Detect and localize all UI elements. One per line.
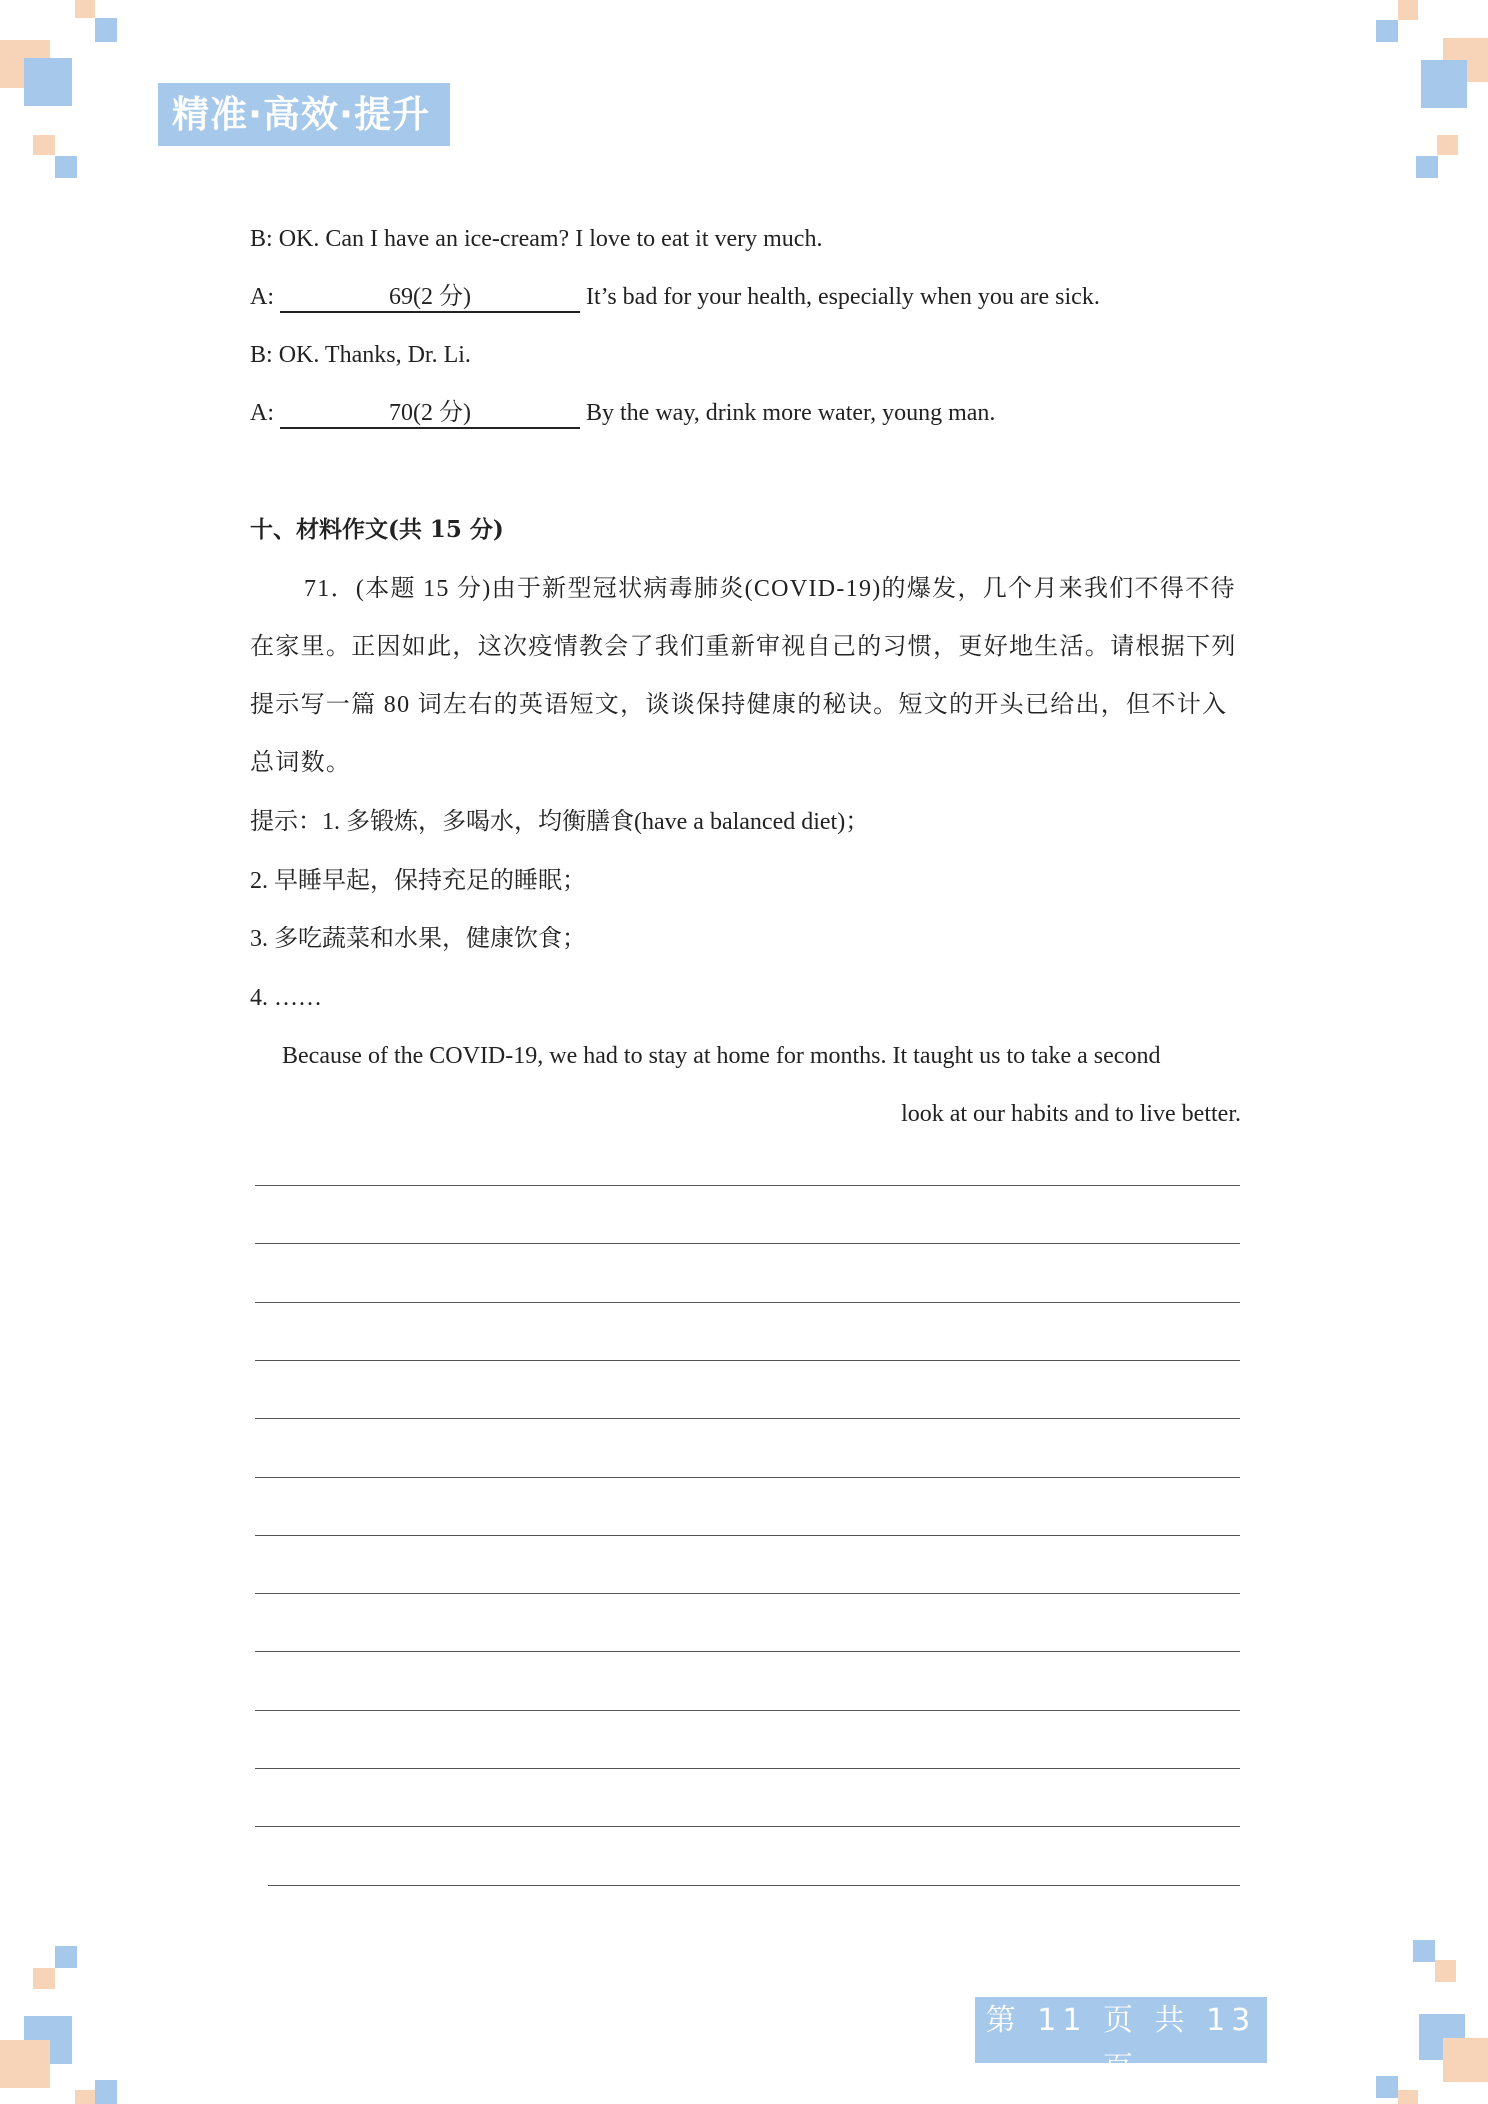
dialogue-line [250, 397, 995, 429]
hint-line: 提示：1. 多锻炼，多喝水，均衡膳食(have a balanced diet)； [250, 809, 870, 835]
dialogue-text: OK. Can I have an ice-cream? I love to eat it very much. [278, 226, 823, 252]
hint-line: 4. …… [250, 985, 322, 1011]
dialogue-text: By the way, drink more water, young man. [586, 400, 996, 426]
speaker-label: B: [250, 342, 273, 368]
essay-opening: look at our habits and to live better. [901, 1101, 1241, 1127]
decor-square [75, 0, 95, 18]
decor-square [33, 135, 55, 155]
speaker-label: A: [250, 400, 274, 426]
writing-line[interactable] [255, 1360, 1240, 1361]
brand-banner: 精准·高效·提升 [158, 83, 450, 146]
dialogue-text: It’s bad for your health, especially when you are sick. [586, 284, 1100, 310]
dialogue-text: OK. Thanks, Dr. Li. [278, 342, 471, 368]
decor-square [95, 2080, 117, 2104]
decor-square [24, 58, 72, 106]
answer-blank[interactable]: 70(2 分) [280, 399, 580, 429]
decor-square [1376, 20, 1398, 42]
writing-line[interactable] [255, 1826, 1240, 1827]
decor-square [1398, 0, 1418, 20]
writing-line[interactable] [255, 1185, 1240, 1186]
section-heading: 十、材料作文(共 15 分) [250, 516, 504, 543]
speaker-label: A: [250, 284, 274, 310]
decor-square [1421, 60, 1467, 108]
decor-square [95, 18, 117, 42]
writing-line[interactable] [255, 1477, 1240, 1478]
hint-line: 3. 多吃蔬菜和水果，健康饮食； [250, 926, 586, 952]
writing-line[interactable] [255, 1535, 1240, 1536]
decor-square [33, 1968, 55, 1989]
answer-blank[interactable]: 69(2 分) [280, 283, 580, 313]
dialogue-line [250, 223, 822, 255]
decor-square [1435, 1960, 1456, 1982]
decor-square [55, 1946, 77, 1968]
writing-line[interactable] [255, 1710, 1240, 1711]
decor-square [1376, 2076, 1398, 2098]
essay-opening: Because of the COVID-19, we had to stay at home for months. It taught us to take a second [282, 1043, 1161, 1069]
dialogue-line [250, 281, 1100, 313]
decor-square [1413, 1940, 1435, 1962]
decor-square [55, 156, 77, 178]
dialogue-line [250, 339, 471, 371]
decor-square [75, 2090, 95, 2104]
decor-square [1437, 135, 1458, 155]
speaker-label: B: [250, 226, 273, 252]
writing-line[interactable] [255, 1651, 1240, 1652]
writing-line[interactable] [268, 1885, 1240, 1886]
decor-square [1416, 156, 1438, 178]
writing-line[interactable] [255, 1243, 1240, 1244]
writing-line[interactable] [255, 1593, 1240, 1594]
writing-line[interactable] [255, 1768, 1240, 1769]
question-text: 71．(本题 15 分)由于新型冠状病毒肺炎(COVID-19)的爆发，几个月来我们不得不待在家里。正因如此，这次疫情教会了我们重新审视自己的习惯，更好地生活。请根据下列提示写一篇 80 词左右的英语短文，谈谈保持健康的秘诀。短文的开头已给出，但不计入总词数。 [250, 576, 1237, 776]
writing-line[interactable] [255, 1418, 1240, 1419]
decor-square [1443, 2038, 1488, 2082]
decor-square [1398, 2090, 1418, 2104]
decor-square [0, 2040, 50, 2088]
hint-line: 2. 早睡早起，保持充足的睡眠； [250, 868, 586, 894]
writing-line[interactable] [255, 1302, 1240, 1303]
page-number: 第 11 页 共 13 页 [975, 1997, 1267, 2063]
